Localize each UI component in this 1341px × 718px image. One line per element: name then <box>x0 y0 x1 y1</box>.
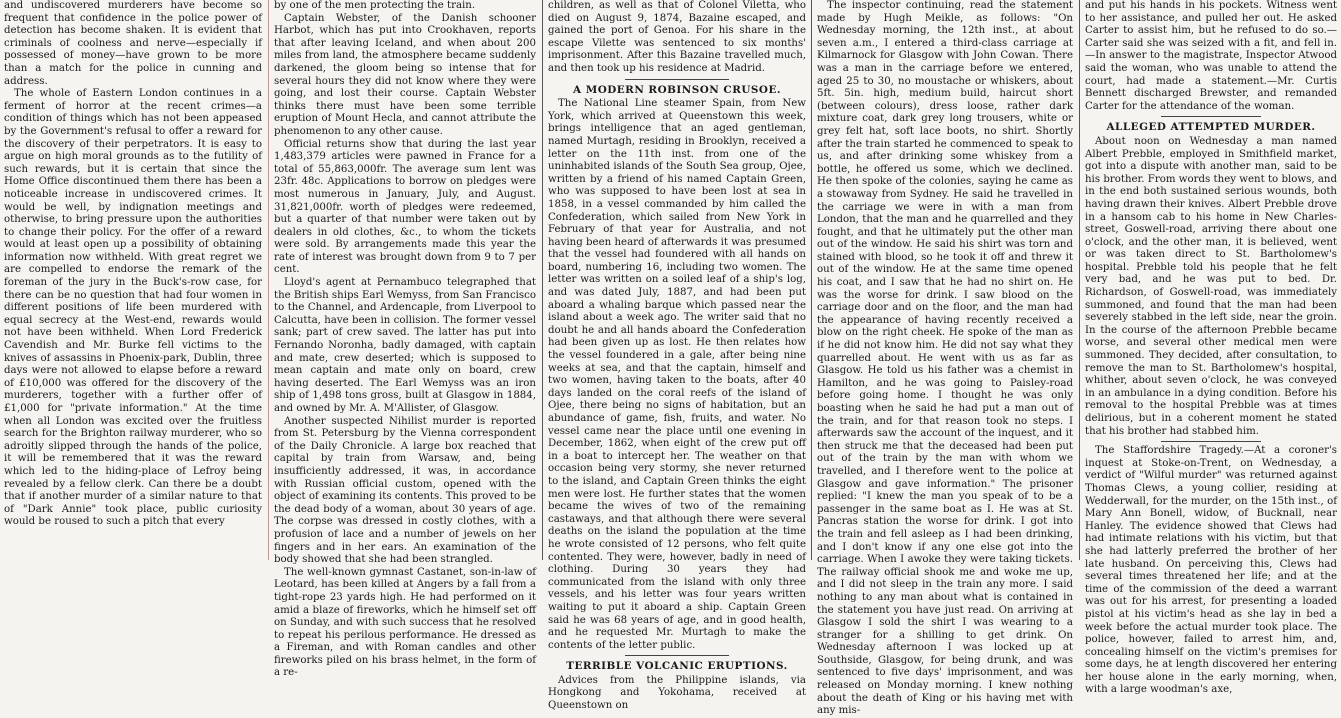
column-3 <box>548 0 806 712</box>
heading-volcanic-eruptions: TERRIBLE VOLCANIC ERUPTIONS. <box>566 660 788 673</box>
heading-alleged-attempted-murder: ALLEGED ATTEMPTED MURDER. <box>1106 121 1316 134</box>
paragraph: The National Line steamer Spain, from New York, which arrived at Queenstown this week, brings intelligence that an aged gentleman, named Murtagh, residing in Brooklyn, received a letter on the 11th inst. from one of the uninhabited islands of the South Sea group, Ojee, written by a friend of his named Captain Green, who was supposed to have been lost at sea in 1858, in a vessel commanded by him called the Confederation, which sailed from New York in February of that year for Australia, and not having been heard of afterwards it was presumed that the vessel had foundered with all hands on board, numbering 16, including two women. The letter was written on a soiled leaf of a ship's log, and was dated July, 1887, and had been put aboard a whaling barque which passed near the island about a week ago. The writer said that no doubt he and all hands aboard the Confederation had been given up as lost. He then relates how the vessel foundered in a gale, after being nine weeks at sea, and that the captain, himself and two women, having taken to the boats, after 40 days landed on the coral reefs of the island of Ojee, there being no signs of habitation, but an abundance of game, fish, fruits, and water. No vessel came near the place until one evening in December, 1862, when eight of the crew put off in a boat to intercept her. The weather on that occasion being very stormy, she never returned to the island, and Captain Green thinks the eight men were lost. He further states that the women became the wives of two of the remaining castaways, and that although there were several deaths on the island the population at the time he wrote consisted of 12 persons, who felt quite contented. They were, however, badly in need of clothing. During 30 years they had communicated from the island with only three vessels, and his letter was four years written waiting to put it aboard a ship. Captain Green said he was 68 years of age, and in good health, and he requested Mr. Murtagh to make the contents of the letter public. <box>548 98 806 651</box>
paragraph: children, as well as that of Colonel Viletta, who died on August 9, 1874, Bazaine escaped, and gained the port of Genoa. For his share in the escape Vilette was sentenced to six months' imprisonment. After this Bazaine travelled much, and then took up his residence at Madrid. <box>548 0 806 74</box>
column-rule <box>1079 0 1080 560</box>
paragraph: About noon on Wednesday a man named Albert Prebble, employed in Smithfield market, got into a dispute with another man, said to be his brother. From words they went to blows, and in the end both sustained serious wounds, both having drawn their knives. Albert Prebble drove in a hansom cab to his home in New Charles-street, Goswell-road, arriving there about one o'clock, and the other man, it is believed, went or was taken direct to St. Bartholomew's hospital. Prebble told his people that he felt very bad, and he was put to bed. Dr. Richardson, of Goswell-road, was immediately summoned, and found that the man had been severely stabbed in the left side, near the groin. In the course of the afternoon Prebble became worse, and several other medical men were summoned. They decided, after consultation, to remove the man to St. Bartholomew's hospital, whither, about seven o'clock, he was conveyed in an ambulance in a dying condition. Before his removal to the hospital Prebble was at times delirious, but in a coherent moment he stated that his brother had stabbed him. <box>1085 135 1337 437</box>
column-5 <box>1085 0 1337 696</box>
separator <box>1161 441 1262 442</box>
column-4 <box>817 0 1073 717</box>
paragraph: and undiscovered murderers have become so frequent that confidence in the police power of detection has become shaken. It is evident that criminals of coolness and nerve—especially if possessed of money—have grown to be more than a match for the police in cunning and address. <box>4 0 262 87</box>
column-rule <box>268 0 269 560</box>
paragraph: The whole of Eastern London continues in a ferment of horror at the recent crimes—a condition of things which has not been appeased by the Government's refusal to offer a reward for the discovery of their perpetrators. It is easy to argue on high moral grounds as to the futility of such rewards, but it is certain that since the Home Office discontinued them there has been a noticeable increase in undiscovered crimes. It would be well, by indignation meetings and otherwise, to bring pressure upon the authorities to change their policy. For the offer of a reward would at least open up a possibility of obtaining information now withheld. With great regret we are compelled to endorse the remark of the foreman of the jury in the Buck's-row case, for there can be no question that had four women in different positions of life been murdered with equal secrecy at the West-end, rewards would not have been withheld. When Lord Frederick Cavendish and Mr. Burke fell victims to the knives of assassins in Phoenix-park, Dublin, three days were not allowed to elapse before a reward of £10,000 was offered for the discovery of the murderers, together with a further offer of £1,000 for "private information." At the time when all London was excited over the fruitless search for the Brighton railway murderer, who so adroitly slipped through the hands of the police, it will be remembered that it was the reward which led to the hiding-place of Lefroy being revealed by a fellow clerk. Can there be a doubt that if another murder of a similar nature to that of "Dark Annie" took place, public curiosity would be roused to such a pitch that every <box>4 88 262 528</box>
column-2 <box>274 0 536 679</box>
separator <box>1161 116 1262 117</box>
column-rule <box>542 0 543 560</box>
paragraph: and put his hands in his pockets. Witness went to her assistance, and pulled her out. He asked Carter to assist him, but he refused to do so.—Carter said she was seized with a fit, and fell in.—In answer to the magistrate, Inspector Atwood said the woman, who was unable to attend the court, had made a statement.—Mr. Curtis Bennett discharged Brewster, and remanded Carter for the attendance of the woman. <box>1085 0 1337 112</box>
heading-modern-robinson-crusoe: A MODERN ROBINSON CRUSOE. <box>573 83 781 96</box>
paragraph: Advices from the Philippine islands, via Hongkong and Yokohama, received at Queenstown on <box>548 674 806 712</box>
separator <box>625 79 728 80</box>
separator <box>625 655 728 656</box>
paragraph: by one of the men protecting the train. <box>274 0 476 11</box>
paragraph: The inspector continuing, read the statement made by Hugh Meikle, as follows: "On Wednesday morning, the 12th inst., at about seven a.m., I entered a third-class carriage at Kilmarnock for Glasgow with John Cowan. There was a man in the carriage before we entered, aged 25 to 30, no moustache or whiskers, about 5ft. 5in. high, medium build, haircut short (between colours), dress loose, rather dark mixture coat, dark grey long trousers, white or grey felt hat, soft lace boots, no shirt. Shortly after the train started he commenced to speak to us, and after drinking some whiskey from a bottle, he offered us some, which we declined. He then spoke of the colonies, saying he came as a stowaway from Sydney. He said he travelled in the carriage we were in with a man from London, that the man and he quarrelled and they fought, and that he ultimately put the other man out of the window. He said his shirt was torn and stained with blood, so he took it off and threw it out of the window. He at the same time opened his coat, and I saw that he had no shirt on. He was the worse for drink. I saw blood on the carriage door and on the floor, and the man had the appearance of having recently received a blow on the right cheek. He spoke of the man as if he did not know him. He did not say what they quarrelled about. He went with us as far as Glasgow. He told us his father was a chemist in Hamilton, and he was going to Paisley-road before going home. I thought he was only boasting when he said he had put a man out of the train, and for that reason took no steps. I afterwards saw the account of the inquest, and it then struck me that the deceased had been put out of the train by the man with whom we travelled, and I therefore went to the police at Glasgow and gave information." The prisoner replied: "I knew the man you speak of to be a passenger in the same boat as I. He was at St. Pancras station the worse for drink. I got into the train and fell asleep as I had been drinking, and I don't know if any one else got into the carriage. When I awoke they were taking tickets. The railway official shook me and woke me up, and I did not sleep in the train any more. I said nothing to any man about what is contained in the statement you have just read. On arriving at Glasgow I sold the shirt I was wearing to a stranger for a shilling to get drink. On Wednesday afternoon I was locked up at Southside, Glasgow, for being drunk, and was sentenced to five days' imprisonment, and was released on Monday morning. I knew nothing about the death of King or his having met with any mis- <box>817 0 1073 717</box>
paragraph: Another suspected Nihilist murder is reported from St. Petersburg by the Vienna correspondent of the Daily Chronicle. A large box reached that capital by train from Warsaw, and, being insufficiently addressed, it was, in accordance with Russian official custom, opened with the object of examining its contents. This proved to be the dead body of a woman, about 30 years of age. The corpse was dressed in costly clothes, with a profusion of lace and a number of jewels on her fingers and in her ears. An examination of the body showed that she had been strangled. <box>274 415 536 566</box>
paragraph: Lloyd's agent at Pernambuco telegraphed that the British ships Earl Wemyss, from San Francisco to the Channel, and Ardencaple, from Liverpool to Calcutta, have been in collision. The former vessel sank; part of crew saved. The latter has put into Fernando Noronha, badly damaged, with captain and mate, crew deserted; which is supposed to mean captain and mate only on board, crew having deserted. The Earl Wemyss was an iron ship of 1,498 tons gross, built at Glasgow in 1884, and owned by Mr. A. M'Allister, of Glasgow. <box>274 277 536 414</box>
paragraph: Captain Webster, of the Danish schooner Harbot, which has put into Crookhaven, reports that after leaving Iceland, and when about 200 miles from land, the atmosphere became suddenly darkened, the gloom being so intense that for several hours they did not know where they were going, and lost their course. Captain Webster thinks there must have been some terrible eruption of Mount Hecla, and cannot attribute the phenomenon to any other cause. <box>274 12 536 137</box>
column-1 <box>4 0 262 560</box>
column-rule <box>811 0 812 560</box>
paragraph: The Staffordshire Tragedy.—At a coroner's inquest at Stoke-on-Trent, on Wednesday, a verdict of "Wilful murder" was returned against Thomas Clews, a young collier, residing at Wedderwall, for the murder, on the 15th inst., of Mary Ann Bonell, widow, of Bucknall, near Hanley. The evidence showed that Clews had had intimate relations with his victim, but that she had latterly preferred the brother of her late husband. On perceiving this, Clews had several times threatened her life; and at the time of the commission of the deed a warrant was out for his arrest, for presenting a loaded pistol at his victim's head as she lay in bed a week before the actual murder took place. The police, however, failed to arrest him, and, concealing himself on the victim's premises for some days, he at length discovered her entering her house alone in the early morning, when, with a large woodman's axe, <box>1085 445 1337 696</box>
paragraph: The well-known gymnast Castanet, son-in-law of Leotard, has been killed at Angers by a fall from a tight-rope 23 yards high. He had performed on it amid a blaze of fireworks, which he himself set off on Sunday, and with such success that he resolved to repeat his perilous performance. He dressed as a Fireman, and with Roman candles and other fireworks piled on his brass helmet, in the form of a re- <box>274 566 536 679</box>
paragraph: Official returns show that during the last year 1,483,379 articles were pawned in France for a total of 55,863,000fr. The average sum lent was 23fr. 48c. Applications to borrow on pledges were most numerous in January, July, and August. 31,821,000fr. worth of pledges were redeemed, but a quarter of that number were taken out by dealers in old clothes, &c., to whom the tickets were sold. By arrangements made this year the rate of interest was brought down from 9 to 7 per cent. <box>274 138 536 276</box>
